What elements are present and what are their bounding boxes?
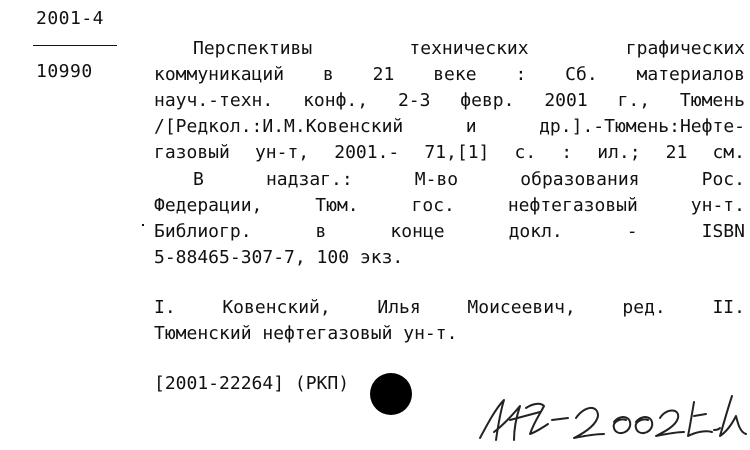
line-word: Ковенский, (222, 297, 331, 318)
line-word: ил.; (597, 142, 641, 163)
line-word: материалов (636, 64, 745, 85)
description-line-11 (154, 323, 745, 345)
line-word: Библиогр. (154, 221, 252, 242)
inventory-number: 10990 (36, 61, 93, 82)
line-word: и (465, 116, 477, 137)
line-word: докл. (508, 221, 563, 242)
line-word: ун-т. (690, 195, 745, 216)
description-line-9 (154, 247, 745, 269)
line-word: Федерации, (154, 195, 263, 216)
line-word: М-во (414, 169, 459, 190)
line-word: - (626, 221, 638, 242)
line-word: Рос. (701, 169, 745, 190)
line-word: конф., (303, 90, 369, 111)
line-word: надзаг.: (265, 169, 353, 190)
line-word: с. (514, 142, 537, 163)
shelf-divider (33, 45, 117, 46)
record-number: [2001-22264] (РКП) (154, 373, 350, 394)
line-word: февр. (460, 90, 515, 111)
line-word: /[Редкол.:И.М.Ковенский (154, 116, 404, 137)
line-word: нефтегазовый (507, 195, 638, 216)
line-word: 21 (665, 142, 688, 163)
line-word: конце (390, 221, 445, 242)
line-word: : (515, 64, 527, 85)
line-word: графических (625, 38, 745, 59)
line-word: науч.-техн. (154, 90, 274, 111)
line-word: В (193, 169, 204, 190)
line-word: г., (617, 90, 651, 111)
description-line-4 (154, 116, 745, 138)
line-word: II. (712, 297, 745, 318)
line-word: 2001 (544, 90, 588, 111)
line-word: Илья (377, 297, 421, 318)
description-line-6 (193, 169, 745, 191)
round-stamp (370, 373, 412, 415)
line-word: 21 (372, 64, 395, 85)
line-word: в (315, 221, 327, 242)
line-word: в (322, 64, 334, 85)
line-word: 71,[1] (424, 142, 490, 163)
line-word: веке (433, 64, 477, 85)
line-word: 5-88465-307-7, 100 экз. (154, 247, 404, 268)
line-word: : (561, 142, 573, 163)
line-word: ISBN (701, 221, 745, 242)
line-word: ред. (622, 297, 666, 318)
handwritten-signature (470, 388, 750, 450)
line-word: Моисеевич, (467, 297, 576, 318)
line-word: ун-т, (254, 142, 310, 163)
description-line-10 (154, 297, 745, 319)
line-word: см. (712, 142, 745, 163)
line-word: коммуникаций (154, 64, 285, 85)
line-word: Тюменский нефтегазовый ун-т. (154, 323, 458, 344)
line-word: 2001.- (334, 142, 400, 163)
ink-dot (142, 224, 144, 226)
description-line-1 (193, 38, 745, 60)
description-line-2 (154, 64, 745, 86)
description-line-5 (154, 142, 745, 164)
line-word: гос. (411, 195, 455, 216)
line-word: I. (154, 297, 176, 318)
description-line-7 (154, 195, 745, 217)
line-word: Тюм. (315, 195, 359, 216)
line-word: Перспективы (193, 38, 313, 59)
line-word: Тюмень (679, 90, 745, 111)
description-line-3 (154, 90, 745, 112)
line-word: газовый (154, 142, 230, 163)
line-word: образования (520, 169, 640, 190)
description-line-8 (154, 221, 745, 243)
line-word: технических (409, 38, 529, 59)
line-word: др.].-Тюмень:Нефте- (539, 116, 745, 137)
shelf-code: 2001-4 (36, 8, 105, 29)
line-word: Сб. (565, 64, 598, 85)
line-word: 2-3 (397, 90, 431, 111)
